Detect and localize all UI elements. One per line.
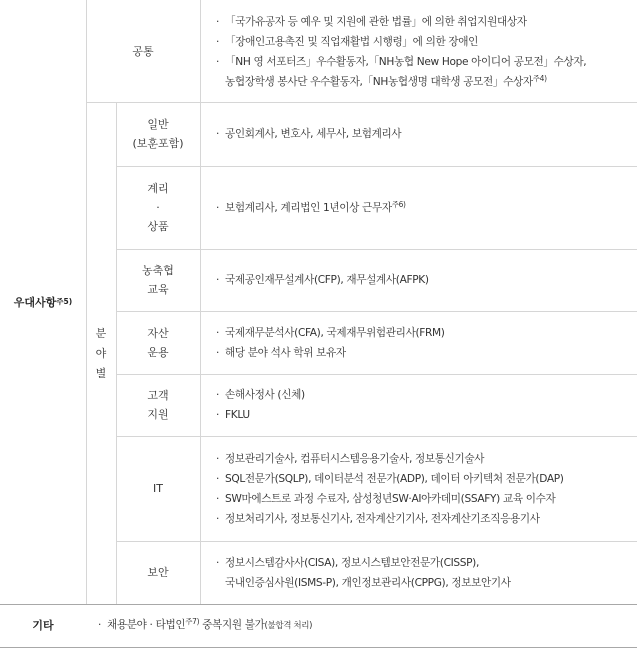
bullet-glyph: · [216,409,220,421]
field-line [216,469,637,489]
other-text-a: 채용분야 · 타법인 [107,619,186,631]
bullet-glyph: · [216,56,220,68]
field-label-line: 교육 [147,283,169,296]
field-line-text: 해당 분야 석사 학위 보유자 [225,346,346,359]
bullet-glyph: · [216,128,220,140]
field-line [216,124,637,144]
common-line-text: 「NH 영 서포터즈」우수활동자,「NH농협 New Hope 아이디어 공모전」수상자, [225,56,587,68]
field-line-text: 국내인증심사원(ISMS-P), 개인정보관리사(CPPG), 정보보안기사 [225,576,511,589]
other-text-b: 중복지원 불가 [199,619,265,631]
field-label-line: 보안 [147,566,169,579]
bullet-glyph: · [216,346,220,359]
common-line-continuation [216,72,637,92]
field-content-customer-support [0,374,637,436]
field-line-text: 정보시스템감사사(CISA), 정보시스템보안전문가(CISSP), [225,556,479,569]
field-line [216,509,637,529]
field-label-line: 계리 [147,182,169,195]
common-label-text: 공통 [132,44,154,58]
field-label-line: 고객 [147,389,169,402]
field-line-text: 공인회계사, 변호사, 세무사, 보험계리사 [225,128,402,140]
field-content-security [0,541,637,604]
bullet-glyph: · [216,201,220,214]
bullet-glyph: · [216,556,220,569]
common-line [216,32,637,52]
field-label-line: 지원 [147,408,169,421]
bullet-glyph: · [216,452,220,465]
field-line [216,343,637,363]
common-content [0,0,637,102]
field-line [216,385,637,405]
bullet-glyph: · [216,274,220,286]
common-line-text: 「장애인고용촉진 및 직업재활법 시행령」에 의한 장애인 [225,36,479,48]
field-line-continuation [216,573,637,593]
field-label-line: (보훈포함) [132,137,184,150]
field-label-line: · [156,201,160,214]
other-label-text: 기타 [32,619,54,632]
other-line [98,615,312,636]
field-line-text: 보험계리사, 계리법인 1년이상 근무자 [225,201,392,214]
preference-section-label: 우대사항 주5) [0,0,86,604]
field-line-text: 정보관리기술사, 컴퓨터시스템응용기술사, 정보통신기술사 [225,452,485,465]
bullet-glyph: · [216,492,220,505]
field-line-text: FKLU [225,409,250,421]
field-line [216,449,637,469]
footnote-marker: 주4) [532,74,547,83]
other-content [98,604,628,647]
other-text-small: (불합격 처리) [264,621,313,631]
other-label [0,604,86,647]
preference-label-text: 우대사항 [13,295,57,309]
field-label-line: 일반 [147,118,169,131]
field-label-line: IT [153,482,163,495]
bullet-glyph: · [98,619,102,631]
field-line [216,198,637,218]
field-content-general [0,102,637,166]
field-content-it [0,436,637,541]
field-label-line: 운용 [147,345,169,359]
field-line-text: SW마에스트로 과정 수료자, 삼성청년SW·AI아카데미(SSAFY) 교육 이수자 [225,492,556,505]
field-line [216,489,637,509]
field-content-actuarial [0,166,637,249]
field-content-asset-management [0,311,637,374]
common-line [216,52,637,72]
field-label-line: 상품 [147,220,169,233]
field-line-text: 정보처리기사, 정보통신기사, 전자계산기기사, 전자계산기조직응용기사 [225,512,540,525]
field-line [216,323,637,343]
bullet-glyph: · [216,36,220,48]
field-line-text: 국제공인재무설계사(CFP), 재무설계사(AFPK) [225,274,429,286]
footnote-marker: 주7) [185,617,200,626]
field-label-line: 농축협 [142,264,174,277]
field-line-text: SQL전문가(SQLP), 데이터분석 전문가(ADP), 데이터 아키텍처 전문가(DAP) [225,472,564,485]
common-line [216,12,637,32]
field-line-text: 손해사정사 (신체) [225,389,305,401]
field-line [216,405,637,425]
bullet-glyph: · [216,512,220,525]
common-line-text: 농협장학생 봉사단 우수활동자,「NH농협생명 대학생 공모전」수상자 [225,76,533,88]
by-field-char: 분 [95,327,107,340]
bullet-glyph: · [216,326,220,339]
field-line [216,270,637,290]
bullet-glyph: · [216,389,220,401]
bullet-glyph: · [216,472,220,485]
field-content-coop-education [0,249,637,311]
field-line [216,553,637,573]
by-field-char: 야 [95,347,107,360]
footnote-marker: 주6) [391,199,406,209]
by-field-char: 별 [95,367,107,380]
field-line-text: 국제재무분석사(CFA), 국제재무위험관리사(FRM) [225,326,445,339]
common-line-text: 「국가유공자 등 예우 및 지원에 관한 법률」에 의한 취업지원대상자 [225,16,527,28]
field-label-line: 자산 [147,326,169,340]
bullet-glyph: · [216,16,220,28]
